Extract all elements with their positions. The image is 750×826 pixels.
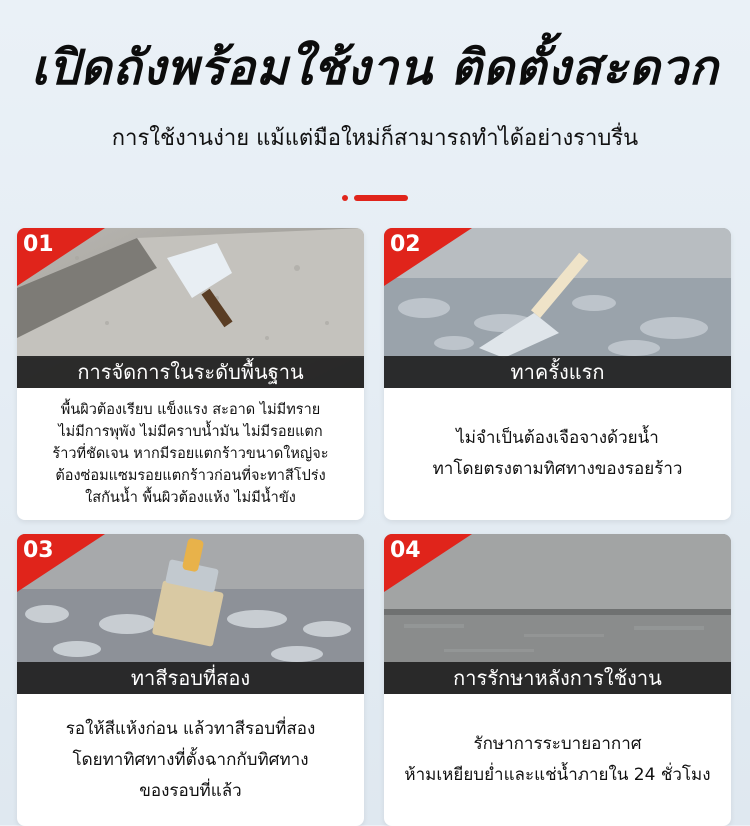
description-line: ทาโดยตรงตามทิศทางของรอยร้าว (432, 459, 683, 479)
step-description (27, 396, 354, 512)
step-card-3 (17, 534, 364, 826)
page-title: เปิดถังพร้อมใช้งาน ติดตั้งสะดวก (31, 40, 719, 96)
step-title: การรักษาหลังการใช้งาน (384, 662, 731, 694)
step-title: การจัดการในระดับพื้นฐาน (17, 356, 364, 388)
description-line: ไม่มีการพุพัง ไม่มีคราบน้ำมัน ไม่มีรอยแตก (58, 424, 323, 440)
page-subtitle: การใช้งานง่าย แม้แต่มือใหม่ก็สามารถทำได้อย่างราบรื่น (111, 126, 639, 151)
step-description (394, 396, 721, 512)
divider-dot (342, 195, 348, 201)
description-line: ใสกันน้ำ พื้นผิวต้องแห้ง ไม่มีน้ำขัง (85, 490, 296, 506)
step-card-1 (17, 228, 364, 520)
description-line: ห้ามเหยียบย่ำและแช่น้ำภายใน 24 ชั่วโมง (404, 765, 711, 785)
step-number: 04 (390, 538, 421, 563)
description-line: ต้องซ่อมแซมรอยแตกร้าวก่อนที่จะทาสีโปร่ง (55, 468, 326, 484)
step-number: 01 (23, 232, 54, 257)
section-divider (342, 195, 408, 201)
description-line: โดยทาทิศทางที่ตั้งฉากกับทิศทาง (72, 749, 309, 770)
description-line: ร้าวที่ชัดเจน หากมีรอยแตกร้าวขนาดใหญ่จะ (52, 446, 329, 462)
step-number: 02 (390, 232, 421, 257)
step-card-4 (384, 534, 731, 826)
description-line: ของรอบที่แล้ว (139, 780, 242, 801)
divider-bar (354, 195, 408, 201)
step-description (394, 702, 721, 818)
description-line: พื้นผิวต้องเรียบ แข็งแรง สะอาด ไม่มีทราย (60, 402, 321, 418)
step-title: ทาครั้งแรก (384, 356, 731, 388)
description-line: รอให้สีแห้งก่อน แล้วทาสีรอบที่สอง (65, 718, 316, 739)
step-number: 03 (23, 538, 54, 563)
step-card-2 (384, 228, 731, 520)
step-description (27, 702, 354, 818)
step-title: ทาสีรอบที่สอง (17, 662, 364, 694)
description-line: รักษาการระบายอากาศ (473, 734, 642, 754)
description-line: ไม่จำเป็นต้องเจือจางด้วยน้ำ (456, 428, 659, 448)
